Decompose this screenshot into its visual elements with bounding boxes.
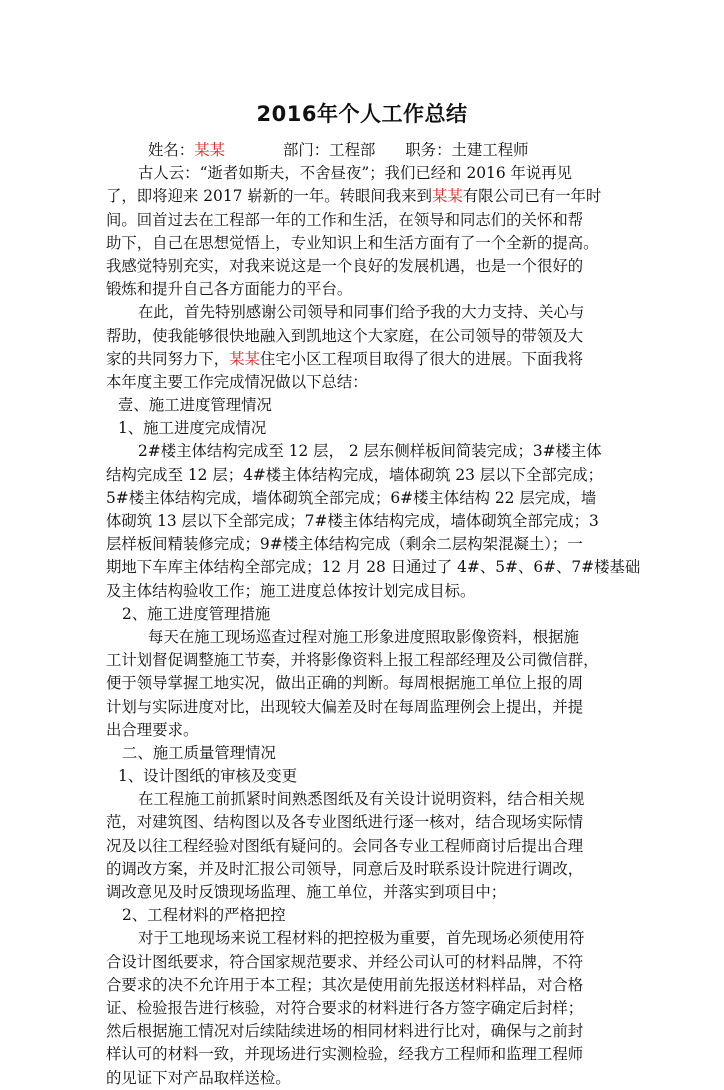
progress-paragraph bbox=[106, 440, 641, 602]
materials-paragraph bbox=[106, 927, 614, 1089]
name-label: 姓名： bbox=[148, 141, 195, 159]
text-span: 住宅小区工程项目取得了很大的进展。下面我将 bbox=[259, 349, 584, 368]
text-line: 在此，首先特别感谢公司领导和同事们给予我的大力支持、关心与 bbox=[138, 303, 585, 322]
text-line: 间。回首过去在工程部一年的工作和生活，在领导和同志们的关怀和帮 bbox=[106, 210, 584, 229]
text-line: 计划与实际进度对比，出现较大偏差及时在每周监理例会上提出，并提 bbox=[106, 697, 584, 716]
name-value: 某某 bbox=[194, 141, 225, 159]
subsection-heading: 1、施工进度完成情况 bbox=[118, 419, 267, 438]
text-span: 有限公司已有一年时 bbox=[462, 187, 602, 206]
text-line: 合设计图纸要求，符合国家规范要求、并经公司认可的材料品牌，不符 bbox=[106, 952, 584, 971]
text-span: 了，即将迎来 2017 崭新的一年。转眼间我来到 bbox=[106, 187, 432, 206]
text-line: 每天在施工现场巡查过程对施工形象进度照取影像资料，根据施 bbox=[148, 627, 579, 646]
author-meta bbox=[106, 139, 614, 162]
text-line: 然后根据施工情况对后续陆续进场的相同材料进行比对，确保与之前封 bbox=[106, 1022, 584, 1041]
position-label: 职务： bbox=[405, 141, 452, 159]
text-line: 的调改方案，并及时汇报公司领导，同意后及时联系设计院进行调改， bbox=[106, 859, 584, 878]
company-name: 某某 bbox=[431, 187, 463, 206]
document-body bbox=[106, 139, 641, 1090]
text-line: 样认可的材料一致，并现场进行实测检验，经我方工程师和监理工程师 bbox=[106, 1045, 584, 1064]
section-heading: 壹、施工进度管理情况 bbox=[118, 396, 272, 415]
text-line: 及主体结构验收工作；施工进度总体按计划完成目标。 bbox=[106, 581, 476, 600]
text-line: 我感觉特别充实，对我来说这是一个良好的发展机遇，也是一个很好的 bbox=[106, 256, 584, 275]
dept-label: 部门： bbox=[282, 141, 330, 159]
intro-paragraph bbox=[106, 162, 614, 301]
text-line: 调改意见及时反馈现场监理、施工单位，并落实到项目中； bbox=[106, 883, 507, 901]
document-title: 2016年个人工作总结 bbox=[256, 102, 468, 126]
text-line bbox=[106, 185, 614, 208]
text-line: 期地下车库主体结构全部完成；12 月 28 日通过了 4#、5#、6#、7#楼基础 bbox=[106, 558, 641, 577]
text-line: 古人云：“逝者如斯夫，不舍昼夜”；我们已经和 2016 年说再见 bbox=[138, 164, 573, 183]
text-line: 的见证下对产品取样送检。 bbox=[106, 1068, 291, 1087]
text-line: 合要求的决不允许用于本工程；其次是使用前先报送材料样品，对合格 bbox=[106, 975, 584, 994]
drawings-paragraph bbox=[106, 788, 614, 904]
text-line: 本年度主要工作完成情况做以下总结： bbox=[106, 372, 368, 391]
thanks-paragraph bbox=[106, 301, 614, 394]
text-span: 家的共同努力下， bbox=[106, 349, 230, 368]
text-line: 助下，自己在思想觉悟上，专业知识上和生活方面有了一个全新的提高。 bbox=[106, 233, 599, 252]
text-line: 帮助，使我能够很快地融入到凯地这个大家庭，在公司领导的带领及大 bbox=[106, 326, 584, 345]
measures-paragraph bbox=[106, 626, 614, 742]
text-line: 层样板间精装修完成；9#楼主体结构完成（剩余二层构架混凝土）；一 bbox=[106, 535, 583, 554]
text-line: 结构完成至 12 层；4#楼主体结构完成，墙体砌筑 23 层以下全部完成； bbox=[106, 465, 603, 484]
text-line: 2#楼主体结构完成至 12 层， 2 层东侧样板间简装完成；3#楼主体 bbox=[138, 442, 602, 461]
text-line: 况及以往工程经验对图纸有疑问的。会同各专业工程师商讨后提出合理 bbox=[106, 836, 584, 855]
text-line: 范，对建筑图、结构图以及各专业图纸进行逐一核对，结合现场实际情 bbox=[106, 813, 584, 832]
text-line: 锻炼和提升自己各方面能力的平台。 bbox=[106, 280, 353, 299]
text-line: 对于工地现场来说工程材料的把控极为重要，首先现场必须使用符 bbox=[138, 929, 585, 948]
subsection-heading: 2、施工进度管理措施 bbox=[122, 604, 271, 623]
text-line: 在工程施工前抓紧时间熟悉图纸及有关设计说明资料，结合相关规 bbox=[138, 790, 585, 809]
section-heading: 二、施工质量管理情况 bbox=[122, 743, 276, 762]
dept-value: 工程部 bbox=[329, 141, 376, 159]
text-line: 出合理要求。 bbox=[106, 720, 199, 739]
text-line: 体砌筑 13 层以下全部完成；7#楼主体结构完成，墙体砌筑全部完成；3 bbox=[106, 512, 599, 530]
subsection-heading: 1、设计图纸的审核及变更 bbox=[118, 767, 298, 786]
text-line: 便于领导掌握工地实况，做出正确的判断。每周根据施工单位上报的周 bbox=[106, 674, 584, 693]
text-line bbox=[106, 348, 614, 371]
position-value: 土建工程师 bbox=[451, 141, 529, 159]
text-line: 5#楼主体结构完成，墙体砌筑全部完成；6#楼主体结构 22 层完成，墙 bbox=[106, 488, 597, 507]
subsection-heading: 2、工程材料的严格把控 bbox=[122, 906, 286, 925]
project-name: 某某 bbox=[229, 349, 260, 368]
text-line: 证、检验报告进行核验，对符合要求的材料进行各方签字确定后封样； bbox=[106, 998, 584, 1017]
text-line: 工计划督促调整施工节奏，并将影像资料上报工程部经理及公司微信群， bbox=[106, 651, 599, 670]
